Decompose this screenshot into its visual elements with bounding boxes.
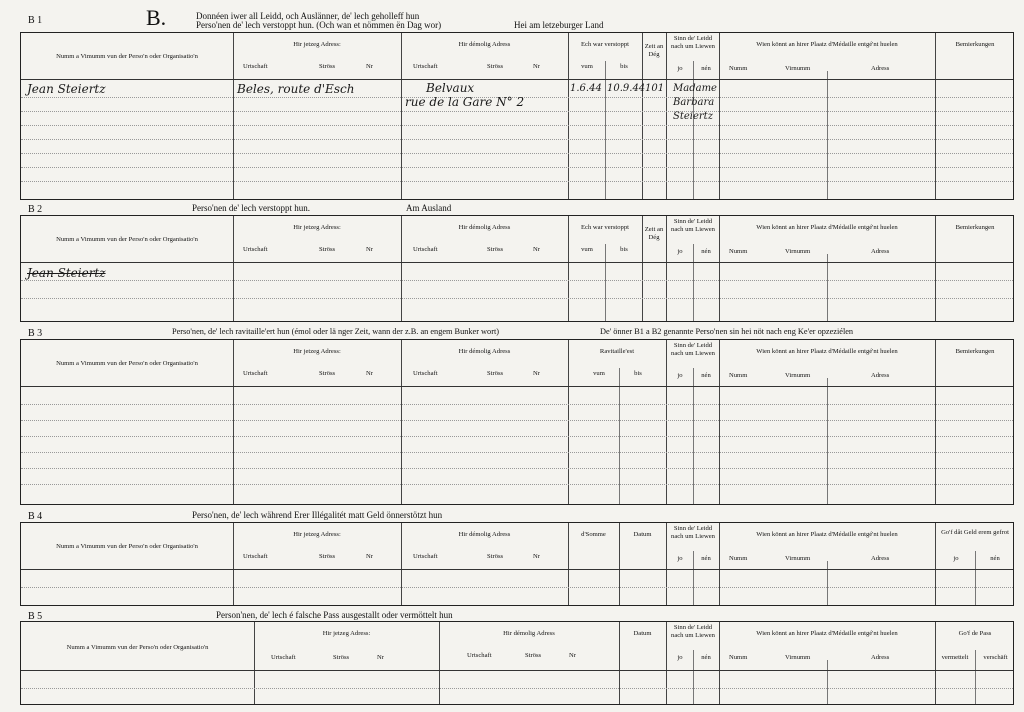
b4-sub-stross: Ströss — [319, 553, 336, 560]
b1-hw-current: Beles, route d'Esch — [237, 82, 355, 96]
b4-sub-jo-2: jo — [953, 555, 959, 562]
b2-table — [20, 215, 1014, 322]
b1-sub-nr: Nr — [366, 63, 373, 70]
b4-col-current: Hir jetzeg Adress: — [293, 531, 341, 538]
b4-table — [20, 522, 1014, 606]
b3-col-former: Hir démolig Adress — [458, 348, 511, 355]
b4-sub-virnumm: Virnumm — [785, 555, 811, 562]
b3-sub-urtschaft-2: Urtschaft — [413, 370, 438, 377]
b2-sub-nen: nén — [701, 248, 711, 255]
b3-sub-adress: Adress — [871, 372, 890, 379]
b2-sub-adress: Adress — [871, 248, 890, 255]
b1-title-land: Hei am letzeburger Land — [514, 20, 604, 30]
b3-sub-jo: jo — [677, 372, 683, 379]
b1-sub-urtschaft: Urtschaft — [243, 63, 268, 70]
b5-title: Person'nen, de' lech é falsche Pass ausgestallt oder vermöttelt hun — [216, 610, 453, 620]
b1-sub-virnumm: Virnumm — [785, 65, 811, 72]
b2-col-hidden: Ech war verstoppt — [581, 224, 629, 231]
b1-col-current: Hir jetzeg Adress: — [293, 41, 341, 48]
b1-col-sinn: Sinn de' Leidd nach um Liewen — [671, 35, 715, 50]
b1-col-remarks: Bemierkungen — [955, 41, 995, 48]
b3-sub-numm: Numm — [729, 372, 748, 379]
b1-big-letter: B. — [146, 5, 167, 30]
b4-sub-nen-2: nén — [990, 555, 1000, 562]
b1-sub-bis: bis — [620, 63, 628, 70]
b5-sub-numm: Numm — [729, 654, 748, 661]
b1-col-hidden: Ech war verstoppt — [581, 41, 629, 48]
b2-sub-virnumm: Virnumm — [785, 248, 811, 255]
b1-table — [20, 32, 1014, 200]
b5-table — [20, 621, 1014, 705]
b2-code: B 2 — [28, 204, 43, 215]
b4-col-name: Numm a Vimumm vun der Perso'n oder Organisatio'n — [56, 543, 198, 550]
b3-sub-virnumm: Virnumm — [785, 372, 811, 379]
b1-title-line2: Perso'nen de' lech verstoppt hun. (Och wan et nömmen ën Dag wor) — [196, 20, 442, 30]
b1-hw-medal1: Madame — [673, 83, 717, 94]
b1-col-former: Hir démolig Adress — [458, 41, 511, 48]
b4-sub-stross-2: Ströss — [487, 553, 504, 560]
b5-sub-stross-2: Ströss — [525, 652, 542, 659]
b3-sub-vum: vum — [593, 370, 605, 377]
b4-col-sinn: Sinn de' Leidd nach um Liewen — [671, 525, 715, 540]
b5-sub-urtschaft-2: Urtschaft — [467, 652, 492, 659]
b5-sub-urtschaft: Urtschaft — [271, 654, 296, 661]
b2-col-name: Numm a Vimumm vun der Perso'n oder Organisatio'n — [56, 236, 198, 243]
b5-code: B 5 — [28, 611, 43, 622]
b4-col-datum: Datum — [633, 531, 652, 538]
b3-col-name: Numm a Vimumm vun der Perso'n oder Organisatio'n — [56, 360, 198, 367]
b1-sub-nen: nén — [701, 65, 711, 72]
b3-sub-nr-2: Nr — [533, 370, 540, 377]
b2-title: Perso'nen de' lech verstoppt hun. — [192, 203, 310, 213]
b1-hw-vum: 1.6.44 — [570, 83, 602, 94]
b3-table — [20, 339, 1014, 505]
b1-sub-vum: vum — [581, 63, 593, 70]
b2-hw-name: Jean Steiertz — [27, 266, 106, 280]
b1-hw-medal3: Steiertz — [673, 111, 713, 122]
b2-col-medal: Wien könnt an hirer Plaatz d'Médaille entgé'nt huelen — [756, 224, 898, 231]
b2-col-sinn: Sinn de' Leidd nach um Liewen — [671, 218, 715, 233]
b1-hw-name: Jean Steiertz — [27, 82, 106, 96]
b3-col-remarks: Bemierkungen — [955, 348, 995, 355]
b2-sub-nr-2: Nr — [533, 246, 540, 253]
b4-sub-urtschaft: Urtschaft — [243, 553, 268, 560]
b3-col-current: Hir jetzeg Adress: — [293, 348, 341, 355]
b2-sub-urtschaft: Urtschaft — [243, 246, 268, 253]
b5-col-medal: Wien könnt an hirer Plaatz d'Médaille entgé'nt huelen — [756, 630, 898, 637]
b5-sub-vermettelt: vermettelt — [941, 654, 969, 661]
b5-sub-jo: jo — [677, 654, 683, 661]
b4-sub-adress: Adress — [871, 555, 890, 562]
b5-col-gof-pass: Go'f de Pass — [958, 630, 992, 637]
b2-title-land: Am Ausland — [406, 203, 452, 213]
b1-sub-nr-2: Nr — [533, 63, 540, 70]
b1-hw-zeit: 101 — [645, 83, 665, 94]
b2-sub-bis: bis — [620, 246, 628, 253]
b1-col-zeit: Zeit an Dég — [644, 43, 664, 58]
b3-sub-nen: nén — [701, 372, 711, 379]
b3-sub-nr: Nr — [366, 370, 373, 377]
b1-sub-urtschaft-2: Urtschaft — [413, 63, 438, 70]
b4-col-somme: d'Somme — [581, 531, 606, 538]
b5-sub-stross: Ströss — [333, 654, 350, 661]
b1-hw-former2: rue de la Gare N° 2 — [405, 95, 525, 109]
b3-col-medal: Wien könnt an hirer Plaatz d'Médaille entgé'nt huelen — [756, 348, 898, 355]
b2-col-current: Hir jetzeg Adress: — [293, 224, 341, 231]
b1-hw-medal2: Barbara — [673, 97, 715, 108]
b1-col-name: Numm a Vimumm vun der Perso'n oder Organisatio'n — [56, 53, 198, 60]
b5-sub-adress: Adress — [871, 654, 890, 661]
b5-sub-nr: Nr — [377, 654, 384, 661]
b2-col-zeit: Zeit an Dég — [644, 226, 664, 241]
b3-sub-stross: Ströss — [319, 370, 336, 377]
b2-sub-jo: jo — [677, 248, 683, 255]
b3-title-note: De' önner B1 a B2 genannte Perso'nen sin hei nöt nach eng Ke'er opzeziélen — [600, 327, 854, 336]
b4-sub-nr-2: Nr — [533, 553, 540, 560]
b1-sub-adress: Adress — [871, 65, 890, 72]
b4-sub-jo: jo — [677, 555, 683, 562]
b4-col-gof: Go'f dât Geld erem gefrot — [941, 529, 1009, 536]
b1-hw-former1: Belvaux — [426, 81, 475, 95]
b4-code: B 4 — [28, 511, 43, 522]
b3-sub-stross-2: Ströss — [487, 370, 504, 377]
b2-col-former: Hir démolig Adress — [458, 224, 511, 231]
b5-col-former: Hir démolig Adress — [503, 630, 555, 637]
b5-sub-verschaft: verschäft — [983, 654, 1008, 661]
b2-sub-stross-2: Ströss — [487, 246, 504, 253]
b4-col-former: Hir démolig Adress — [458, 531, 511, 538]
b4-sub-numm: Numm — [729, 555, 748, 562]
b1-title-line1: Donnéen iwer all Leidd, och Auslänner, de' lech geholleff hun — [196, 11, 420, 21]
b3-code: B 3 — [28, 328, 43, 339]
b2-sub-nr: Nr — [366, 246, 373, 253]
b4-sub-urtschaft-2: Urtschaft — [413, 553, 438, 560]
b1-code: B 1 — [28, 15, 43, 26]
b4-col-medal: Wien könnt an hirer Plaatz d'Médaille entgé'nt huelen — [756, 531, 898, 538]
b2-sub-vum: vum — [581, 246, 593, 253]
b3-sub-bis: bis — [634, 370, 642, 377]
b1-sub-stross-2: Ströss — [487, 63, 504, 70]
b3-title: Perso'nen, de' lech ravitaille'ert hun (émol oder lä nger Zeit, wann der z.B. an engem Bunker wort) — [172, 327, 500, 336]
b5-sub-nr-2: Nr — [569, 652, 576, 659]
b5-col-current: Hir jetzeg Adress: — [322, 630, 371, 637]
b1-col-medal: Wien könnt an hirer Plaatz d'Médaille entgé'nt huelen — [756, 41, 898, 48]
b4-title: Perso'nen, de' lech während Erer Illégalitét matt Geld önnerstötzt hun — [192, 510, 443, 520]
b2-sub-numm: Numm — [729, 248, 748, 255]
b1-sub-stross: Ströss — [319, 63, 336, 70]
b2-col-remarks: Bemierkungen — [955, 224, 995, 231]
b2-sub-stross: Ströss — [319, 246, 336, 253]
b3-col-sinn: Sinn de' Leidd nach um Liewen — [671, 342, 715, 357]
b3-col-ravit: Ravitaille'est — [599, 348, 635, 355]
b4-sub-nen: nén — [701, 555, 711, 562]
b5-col-datum: Datum — [633, 630, 652, 637]
b2-sub-urtschaft-2: Urtschaft — [413, 246, 438, 253]
b1-sub-jo: jo — [677, 65, 683, 72]
b1-sub-numm: Numm — [729, 65, 748, 72]
b5-col-name: Numm a Vimumm vun der Perso'n oder Organisatio'n — [66, 644, 209, 651]
b5-sub-nen: nén — [701, 654, 711, 661]
b3-sub-urtschaft: Urtschaft — [243, 370, 268, 377]
b5-sub-virnumm: Virnumm — [785, 654, 811, 661]
b5-col-sinn: Sinn de' Leidd nach um Liewen — [671, 624, 715, 639]
b1-hw-bis: 10.9.44 — [607, 83, 646, 94]
b4-sub-nr: Nr — [366, 553, 373, 560]
